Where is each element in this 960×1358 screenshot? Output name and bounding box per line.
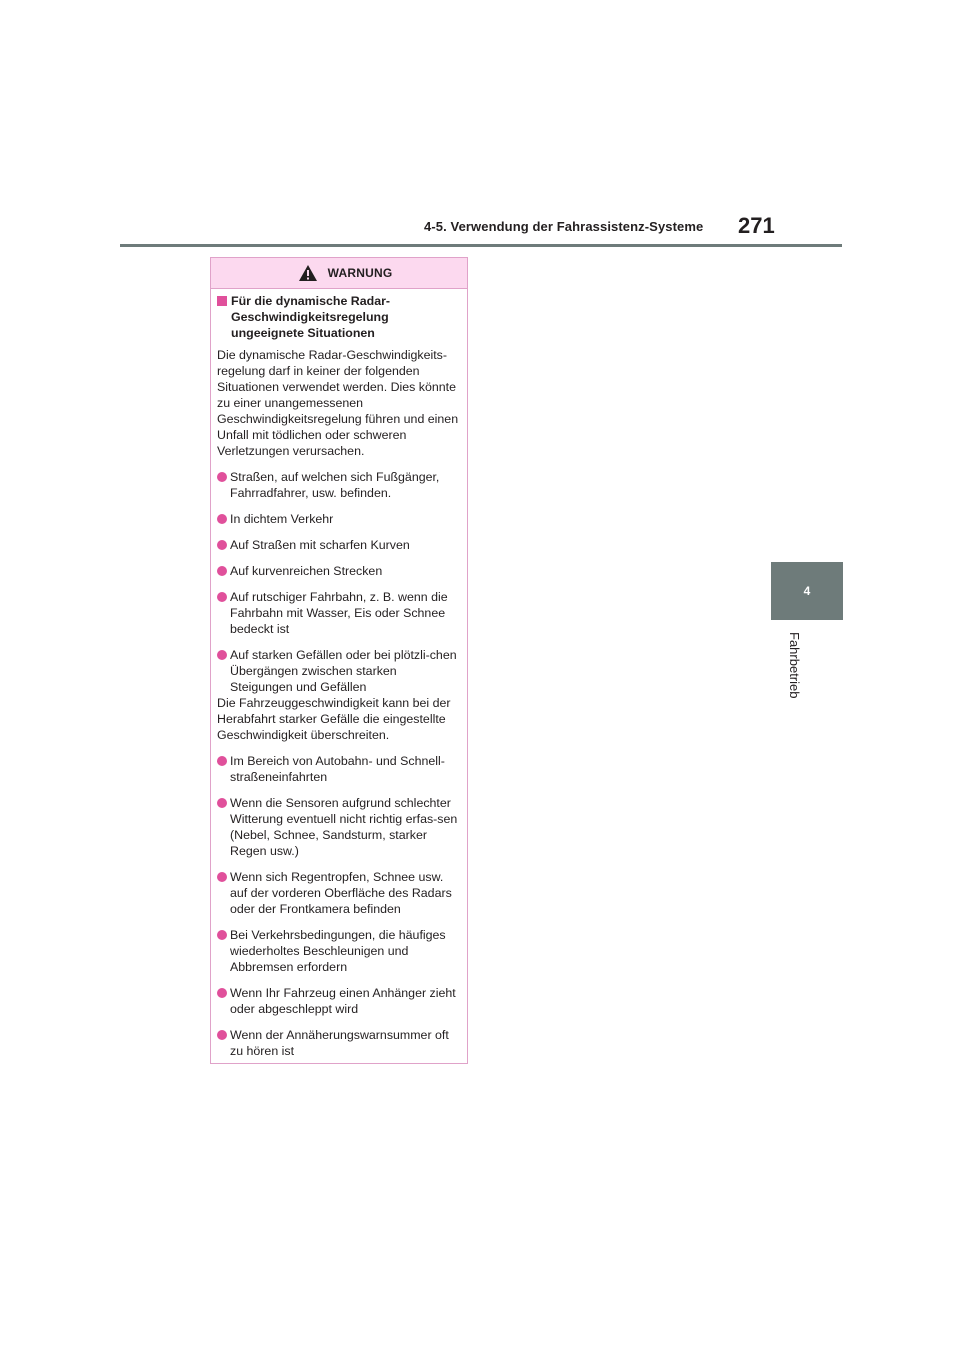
warning-box [210,257,468,1064]
list-item-text: Wenn Ihr Fahrzeug einen Anhänger zieht oder abgeschleppt wird [230,986,456,1016]
bullet-icon [217,930,227,940]
warning-body [211,289,467,1059]
bullet-icon [217,650,227,660]
list-item-text: Bei Verkehrsbedingungen, die häufiges wiederholtes Beschleunigen und Abbremsen erfordern [230,928,446,974]
chapter-number: 4 [803,584,811,598]
list-item [217,589,461,637]
bullet-icon [217,592,227,602]
warning-section-title-text: Für die dynamische Radar-Geschwindigkeitsregelung ungeeignete Situationen [231,294,391,340]
list-item [217,537,461,553]
bullet-icon [217,1030,227,1040]
warning-heading: WARNUNG [327,266,393,280]
bullet-icon [217,540,227,550]
warning-section-title [217,293,461,341]
list-item [217,795,461,859]
list-item [217,869,461,917]
list-item [217,985,461,1017]
bullet-icon [217,798,227,808]
header-divider [120,244,842,247]
bullet-icon [217,566,227,576]
list-item [217,927,461,975]
list-item [217,469,461,501]
list-item-text: Im Bereich von Autobahn- und Schnell-straßeneinfahrten [230,754,445,784]
bullet-icon [217,988,227,998]
list-item [217,511,461,527]
list-item-text: Auf starken Gefällen oder bei plötzli-chen Übergängen zwischen starken Steigungen und Gefällen [230,648,457,694]
list-item-text: Auf kurvenreichen Strecken [230,564,383,578]
warning-header [211,258,467,289]
section-header-title: 4-5. Verwendung der Fahrassistenz-Systeme [424,219,704,234]
chapter-tab[interactable] [771,562,843,620]
list-item-text: Wenn die Sensoren aufgrund schlechter Witterung eventuell nicht richtig erfas-sen (Nebel, Schnee, Sandsturm, starker Regen usw.) [230,796,458,858]
bullet-icon [217,872,227,882]
slope-note: Die Fahrzeuggeschwindigkeit kann bei der Herabfahrt starker Gefälle die eingestellte Geschwindigkeit überschreiten. [217,696,451,742]
warning-intro: Die dynamische Radar-Geschwindigkeits-regelung darf in keiner der folgenden Situationen verwendet werden. Dies könnte zu einer unangemessenen Geschwindigkeitsregelung führen und einen Unfall mit tödlichen oder schweren Verletzungen verursachen. [217,348,459,458]
list-item [217,753,461,785]
warning-triangle-icon [298,264,318,282]
list-item-text: Wenn der Annäherungswarnsummer oft zu hören ist [230,1028,449,1058]
list-item-text: Auf Straßen mit scharfen Kurven [230,538,410,552]
square-bullet-icon [217,296,227,306]
list-item-text: Straßen, auf welchen sich Fußgänger, Fahrradfahrer, usw. befinden. [230,470,440,500]
bullet-icon [217,514,227,524]
bullet-icon [217,472,227,482]
chapter-label: Fahrbetrieb [787,632,802,699]
list-item [217,647,461,695]
list-item [217,1027,461,1059]
list-item-text: Auf rutschiger Fahrbahn, z. B. wenn die Fahrbahn mit Wasser, Eis oder Schnee bedeckt ist [230,590,448,636]
page-number: 271 [738,213,775,238]
bullet-icon [217,756,227,766]
list-item-text: In dichtem Verkehr [230,512,334,526]
list-item [217,563,461,579]
list-item-text: Wenn sich Regentropfen, Schnee usw. auf der vorderen Oberfläche des Radars oder der Frontkamera befinden [230,870,452,916]
